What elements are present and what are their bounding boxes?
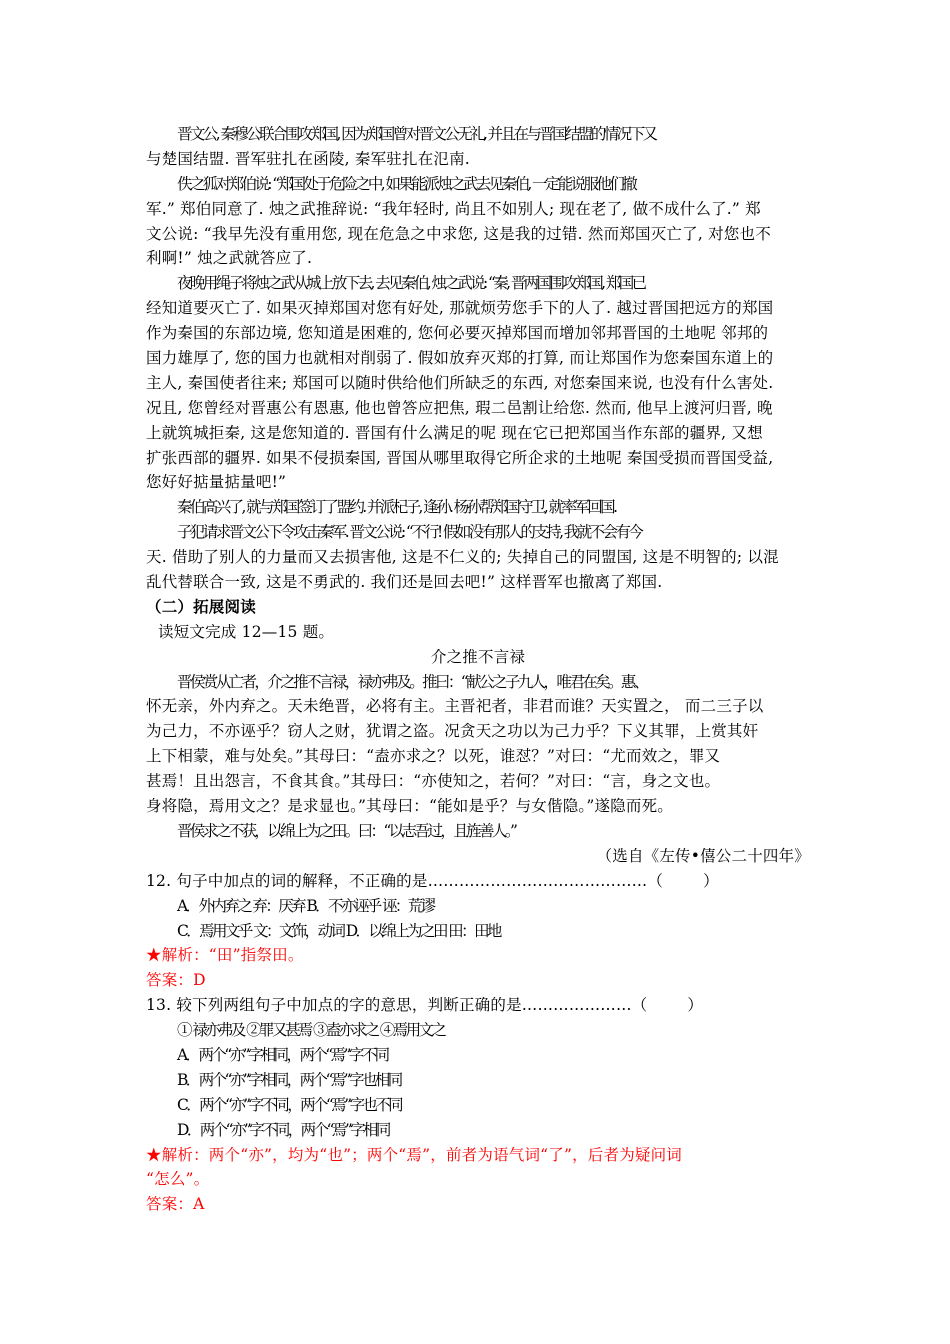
question-12-options-cd: C．焉用文乎 文：文饰，动词 D．以绵上为之田 田：田地 — [177, 921, 500, 940]
translation-line: 夜晚用绳子将烛之武从城上放下去, 去见秦伯, 烛之武说: “秦, 晋两国围攻郑国, 郑国已 — [177, 274, 645, 293]
translation-line: 文公说: “我早先没有重用您, 现在危急之中求您, 这是我的过错. 然而郑国灭亡了, 对您也不 — [146, 224, 771, 243]
instruction-text: 读短文完成 12—15 题。 — [158, 622, 335, 641]
question-13-answer: 答案：A — [146, 1195, 205, 1214]
question-13-items: ① 禄亦弗及 ②罪又甚焉 ③盍亦求之 ④焉用文之 — [177, 1021, 445, 1040]
question-13-option-b: B．两个“亦”字相同，两个“焉”字也相同 — [177, 1070, 401, 1089]
question-12-text: 12. 句子中加点的词的解释，不正确的是……………………………………（ — [146, 871, 664, 890]
question-12-analysis: ★解析：“田”指祭田。 — [146, 946, 304, 965]
translation-line: 天. 借助了别人的力量而又去损害他, 这是不仁义的; 失掉自己的同盟国, 这是不明智的; 以混 — [146, 548, 779, 567]
question-12-answer: 答案：D — [146, 971, 206, 990]
translation-line: 利啊!” 烛之武就答应了. — [146, 249, 313, 268]
passage-line: 为己力，不亦诬乎？窃人之财，犹谓之盗。况贪天之功以为己力乎？下义其罪，上赏其奸 — [146, 722, 759, 741]
translation-line: 扩张西部的疆界. 如果不侵损秦国, 晋国从哪里取得它所企求的土地呢 秦国受损而晋国受益, — [146, 448, 774, 467]
passage-line: 身将隐，焉用文之？是求显也。”其母曰：“能如是乎？与女偕隐。”遂隐而死。 — [146, 797, 673, 816]
translation-line: 况且, 您曾经对晋惠公有恩惠, 他也曾答应把焦, 瑕二邑割让给您. 然而, 他早上渡河归晋, 晚 — [146, 398, 773, 417]
translation-line: 佚之狐对郑伯说: “郑国处于危险之中, 如果能派烛之武去见秦伯, 一定能说服他们撤 — [177, 174, 636, 193]
translation-block — [146, 122, 810, 595]
translation-line: 国力雄厚了, 您的国力也就相对削弱了. 假如放弃灭郑的打算, 而让郑国作为您秦国东道上的 — [146, 349, 774, 368]
translation-line: 晋文公, 秦穆公联合围攻郑国, 因为郑国曾对晋文公无礼, 并且在与晋国结盟的情况下又 — [177, 125, 656, 143]
question-13-stem — [146, 993, 810, 1018]
question-13-option-c: C．两个“亦”字不同，两个“焉”字也不同 — [177, 1095, 402, 1114]
translation-line: 经知道要灭亡了. 如果灭掉郑国对您有好处, 那就烦劳您手下的人了. 越过晋国把远方的郑国 — [146, 299, 774, 318]
translation-line: 秦伯高兴了, 就与郑国签订了盟约. 并派杞子, 逢孙. 杨孙帮郑国守卫, 就率军回国. — [177, 498, 616, 517]
passage-line: 晋侯求之不获，以绵上为之田。曰：“以志吾过，且旌善人。” — [177, 821, 516, 840]
passage-source: （选自《左传•僖公二十四年》 — [596, 846, 810, 865]
translation-line: 与楚国结盟. 晋军驻扎在函陵, 秦军驻扎在氾南. — [146, 149, 470, 168]
question-12-options-ab: A．外内弃之 弃：厌弃 B．不亦诬乎 诬：荒谬 — [177, 896, 434, 915]
passage-line: 甚焉！且出怨言，不食其食。”其母曰：“亦使知之，若何？”对曰：“言，身之文也。 — [146, 772, 721, 791]
question-13-option-a: A．两个“亦”字相同，两个“焉”字不同 — [177, 1045, 388, 1064]
passage-line: 晋侯赏从亡者，介之推不言禄，禄亦弗及。推曰：“献公之子九人，唯君在矣。惠、 — [177, 672, 647, 691]
question-13-analysis-line1: ★解析：两个“亦”，均为“也”；两个“焉”，前者为语气词“了”，后者为疑问词 — [146, 1145, 682, 1164]
document-page — [146, 122, 810, 1217]
question-13-close: ） — [687, 996, 704, 1015]
translation-line: 上就筑城拒秦, 这是您知道的. 晋国有什么满足的呢 现在它已把郑国当作东部的疆界, 又想 — [146, 423, 763, 442]
translation-line: 作为秦国的东部边境, 您知道是困难的, 您何必要灭掉郑国而增加邻邦晋国的土地呢 邻邦的 — [146, 324, 769, 343]
section-heading: （二）拓展阅读 — [146, 596, 256, 616]
passage-block — [146, 670, 810, 844]
translation-line: 军.” 郑伯同意了. 烛之武推辞说: “我年轻时, 尚且不如别人; 现在老了, 做不成什么了.” 郑 — [146, 199, 761, 218]
question-12-close: ） — [703, 871, 719, 890]
passage-title: 介之推不言禄 — [430, 647, 526, 666]
translation-line: 子犯请求晋文公下令攻击秦军. 晋文公说: “不行! 假如没有那人的支持, 我就不会有今 — [177, 523, 642, 542]
translation-line: 乱代替联合一致, 这是不勇武的. 我们还是回去吧!” 这样晋军也撤离了郑国. — [146, 573, 663, 592]
question-12-stem — [146, 869, 810, 894]
passage-line: 怀无亲，外内弃之。天未绝晋，必将有主。主晋祀者，非君而谁？天实置之， 而二三子以 — [146, 697, 764, 716]
question-13-analysis-line2: “怎么”。 — [146, 1170, 210, 1189]
question-13-text: 13. 较下列两组句子中加点的字的意思，判断正确的是…………………（ — [146, 996, 648, 1015]
translation-line: 您好好掂量掂量吧!” — [146, 473, 287, 492]
passage-line: 上下相蒙，难与处矣。”其母曰：“盍亦求之？以死，谁怼？”对曰：“尤而效之，罪又 — [146, 747, 721, 766]
translation-line: 主人, 秦国使者往来; 郑国可以随时供给他们所缺乏的东西, 对您秦国来说, 也没有什么害处. — [146, 373, 774, 392]
question-13-option-d: D．两个“亦”字不同，两个“焉”字相同 — [177, 1120, 389, 1139]
